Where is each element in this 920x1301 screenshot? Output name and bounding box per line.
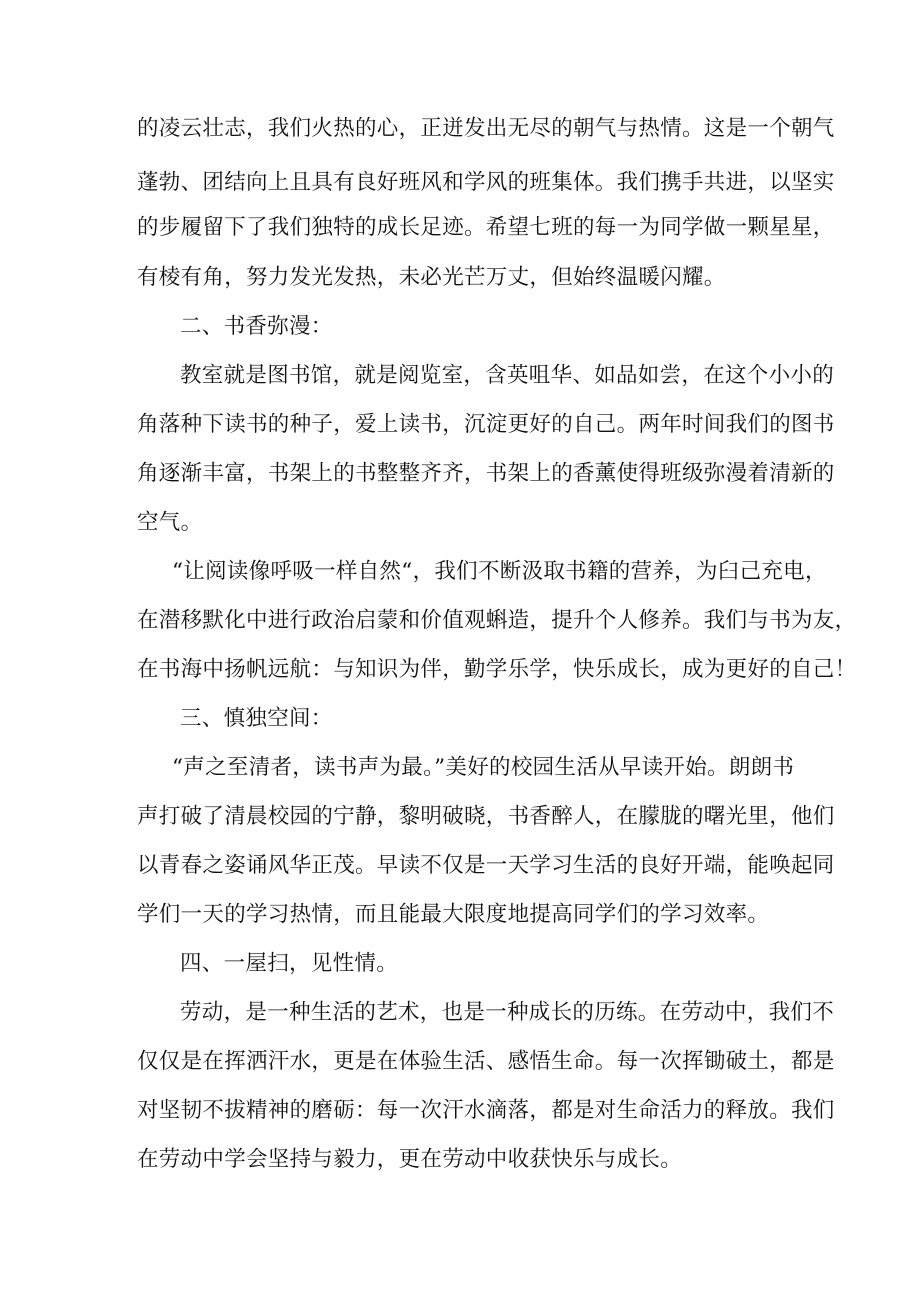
paragraph-line: 的步履留下了我们独特的成长足迹。希望七班的每一为同学做一颗星星， [137,215,835,240]
paragraph-line: 的凌云壮志，我们火热的心，正迸发出无尽的朝气与热情。这是一个朝气 [137,116,835,141]
section-heading: 三、慎独空间： [180,706,333,731]
paragraph-line: 仅仅是在挥洒汗水，更是在体验生活、感悟生命。每一次挥锄破土，都是 [137,1049,835,1074]
paragraph-line: 空气。 [137,510,203,535]
paragraph-line: “声之至清者，读书声为最。”美好的校园生活从早读开始。朗朗书 [172,755,795,780]
paragraph-line: 在书海中扬帆远航：与知识为伴，勤学乐学，快乐成长，成为更好的自己！ [137,657,857,682]
section-heading: 四、一屋扫，见性情。 [180,951,399,976]
paragraph-line: 劳动，是一种生活的艺术，也是一种成长的历练。在劳动中，我们不 [180,1000,835,1025]
paragraph-line: 以青春之姿诵风华正茂。早读不仅是一天学习生活的良好开端，能唤起同 [137,853,835,878]
paragraph-line: 角落种下读书的种子，爱上读书，沉淀更好的自己。两年时间我们的图书 [137,412,835,437]
section-heading: 二、书香弥漫： [180,314,333,339]
paragraph-line: 在劳动中学会坚持与毅力，更在劳动中收获快乐与成长。 [137,1147,683,1172]
paragraph-line: 有棱有角，努力发光发热，未必光芒万丈，但始终温暖闪耀。 [137,265,726,290]
paragraph-line: 对坚韧不拔精神的磨砺：每一次汗水滴落，都是对生命活力的释放。我们 [137,1098,835,1123]
paragraph-line: 教室就是图书馆，就是阅览室，含英咀华、如品如尝，在这个小小的 [180,363,835,388]
paragraph-line: 声打破了清晨校园的宁静，黎明破晓，书香醉人，在朦胧的曙光里，他们 [137,804,835,829]
paragraph-line: “让阅读像呼吸一样自然“，我们不断汲取书籍的营养，为臼己充电， [172,559,827,584]
paragraph-line: 在潜移默化中进行政治启蒙和价值观蝌造，提升个人修养。我们与书为友， [137,608,857,633]
paragraph-line: 角逐渐丰富，书架上的书整整齐齐，书架上的香薰使得班级弥漫着清新的 [137,461,835,486]
paragraph-line: 学们一天的学习热情，而且能最大限度地提高同学们的学习效率。 [137,902,770,927]
paragraph-line: 蓬勃、团结向上且具有良好班风和学风的班集体。我们携手共进，以坚实 [137,170,835,195]
